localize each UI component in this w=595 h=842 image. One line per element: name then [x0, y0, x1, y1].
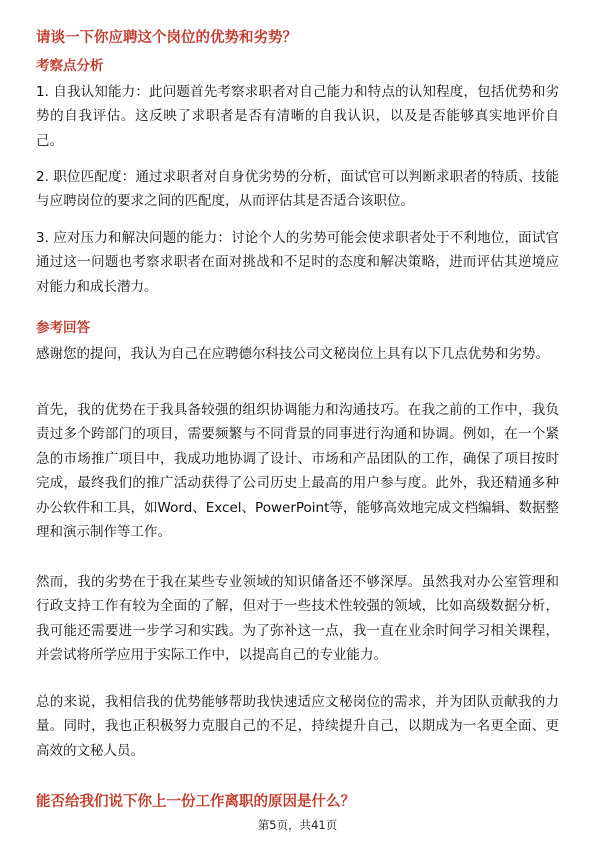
answer-paragraph: 总的来说，我相信我的优势能够帮助我快速适应文秘岗位的需求，并为团队贡献我的力量。同时，我也正积极努力克服自己的不足，持续提升自己，以期成为一名更全面、更高效的文秘人员。 [36, 694, 559, 759]
next-question-heading: 能否给我们说下你上一份工作离职的原因是什么？ [36, 794, 355, 810]
answer-heading: 参考回答 [36, 320, 90, 336]
question-heading: 请谈一下你应聘这个岗位的优势和劣势？ [36, 30, 297, 46]
answer-paragraph: 感谢您的提问，我认为自己在应聘德尔科技公司文秘岗位上具有以下几点优势和劣势。 [36, 346, 549, 362]
answer-paragraph: 首先，我的优势在于我具备较强的组织协调能力和沟通技巧。在我之前的工作中，我负责过多个跨部门的项目，需要频繁与不同背景的同事进行沟通和协调。例如，在一个紧急的市场推广项目中，我成功地协调了设计、市场和产品团队的工作，确保了项目按时完成，最终我们的推广活动获得了公司历史上最高的用户参与度。此外，我还精通多种办公软件和工具，如Word、Excel、PowerPoint等，能够高效地完成文档编辑、数据整理和演示制作等工作。 [36, 402, 559, 541]
page-number: 第5页，共41页 [257, 818, 338, 832]
analysis-point: 2. 职位匹配度：通过求职者对自身优劣势的分析，面试官可以判断求职者的特质、技能与应聘岗位的要求之间的匹配度，从而评估其是否适合该职位。 [36, 169, 559, 210]
analysis-point: 1. 自我认知能力：此问题首先考察求职者对自己能力和特点的认知程度，包括优势和劣势的自我评估。这反映了求职者是否有清晰的自我认识，以及是否能够真实地评价自己。 [36, 84, 559, 149]
analysis-point: 3. 应对压力和解决问题的能力：讨论个人的劣势可能会使求职者处于不利地位，面试官通过这一问题也考察求职者在面对挑战和不足时的态度和解决策略，进而评估其逆境应对能力和成长潜力。 [36, 230, 559, 295]
answer-paragraph: 然而，我的劣势在于我在某些专业领域的知识储备还不够深厚。虽然我对办公室管理和行政支持工作有较为全面的了解，但对于一些技术性较强的领域，比如高级数据分析，我可能还需要进一步学习和实践。为了弥补这一点，我一直在业余时间学习相关课程，并尝试将所学应用于实际工作中，以提高自己的专业能力。 [36, 574, 559, 664]
analysis-heading: 考察点分析 [36, 58, 104, 74]
